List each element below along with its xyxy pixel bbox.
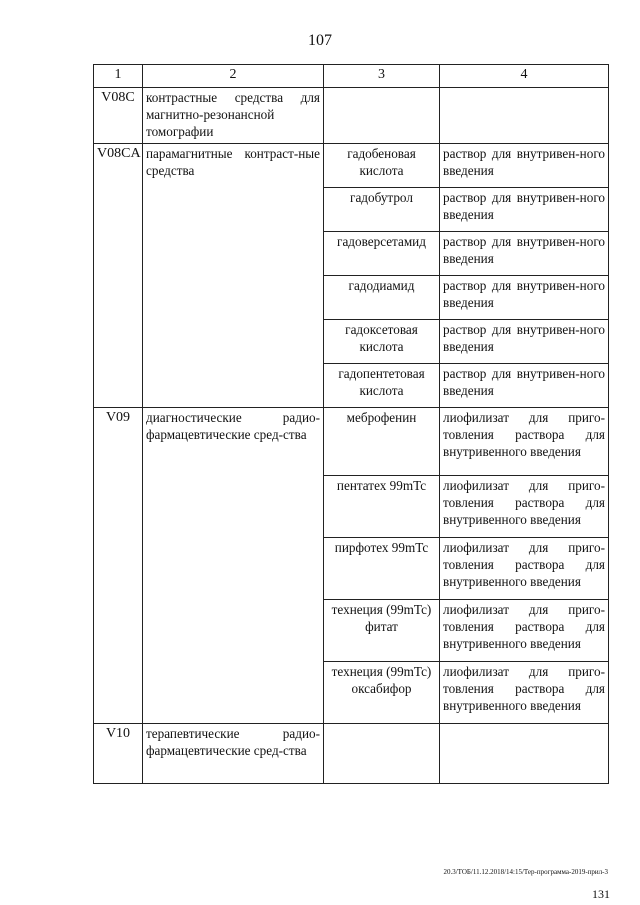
drug-name-cell: гадоксетовая кислота: [324, 320, 440, 364]
drug-name-cell: технеция (99mTc) оксабифор: [324, 662, 440, 724]
group-name-cell: парамагнитные контраст-ные средства: [143, 144, 324, 408]
group-name-cell: контрастные средства для магнитно-резонансной томографии: [143, 88, 324, 144]
footer-reference: 20.3/ТОБ/11.12.2018/14:15/Тер-программа-2019-прил-3: [443, 868, 608, 876]
header-col-2: 2: [143, 65, 324, 88]
drug-name-cell: меброфенин: [324, 408, 440, 476]
drug-name-cell: пентатех 99mTc: [324, 476, 440, 538]
table-row: [94, 88, 609, 144]
drug-name-cell: технеция (99mTc) фитат: [324, 600, 440, 662]
corner-number: 131: [592, 887, 610, 901]
drug-name-cell: гадодиамид: [324, 276, 440, 320]
header-col-1: 1: [94, 65, 143, 88]
header-col-4: 4: [440, 65, 609, 88]
dosage-form-cell: раствор для внутривен-ного введения: [440, 320, 609, 364]
atc-code-cell: V08C: [94, 88, 143, 144]
table-row: [94, 144, 609, 188]
dosage-form-cell: раствор для внутривен-ного введения: [440, 364, 609, 408]
page-number: 107: [308, 32, 332, 49]
dosage-form-cell: [440, 88, 609, 144]
table-header-row: [94, 65, 609, 88]
dosage-form-cell: лиофилизат для приго-товления раствора для внутривенного введения: [440, 662, 609, 724]
header-col-3: 3: [324, 65, 440, 88]
dosage-form-cell: раствор для внутривен-ного введения: [440, 232, 609, 276]
drug-name-cell: гадопентетовая кислота: [324, 364, 440, 408]
group-name-cell: терапевтические радио-фармацевтические сред-ства: [143, 724, 324, 784]
drug-name-cell: пирфотех 99mTc: [324, 538, 440, 600]
dosage-form-cell: раствор для внутривен-ного введения: [440, 276, 609, 320]
atc-code-cell: V10: [94, 724, 143, 784]
dosage-form-cell: [440, 724, 609, 784]
drug-name-cell: [324, 724, 440, 784]
drug-name-cell: гадоверсетамид: [324, 232, 440, 276]
dosage-form-cell: лиофилизат для приго-товления раствора для внутривенного введения: [440, 408, 609, 476]
dosage-form-cell: раствор для внутривен-ного введения: [440, 188, 609, 232]
dosage-form-cell: лиофилизат для приго-товления раствора для внутривенного введения: [440, 538, 609, 600]
dosage-form-cell: лиофилизат для приго-товления раствора для внутривенного введения: [440, 600, 609, 662]
atc-code-cell: V09: [94, 408, 143, 724]
drug-name-cell: гадобутрол: [324, 188, 440, 232]
group-name-cell: диагностические радио-фармацевтические сред-ства: [143, 408, 324, 724]
dosage-form-cell: раствор для внутривен-ного введения: [440, 144, 609, 188]
drug-name-cell: [324, 88, 440, 144]
drug-name-cell: гадобеновая кислота: [324, 144, 440, 188]
table-row: [94, 724, 609, 784]
table-row: [94, 408, 609, 476]
drug-table: [93, 64, 609, 784]
dosage-form-cell: лиофилизат для приго-товления раствора для внутривенного введения: [440, 476, 609, 538]
atc-code-cell: V08CA: [94, 144, 143, 408]
